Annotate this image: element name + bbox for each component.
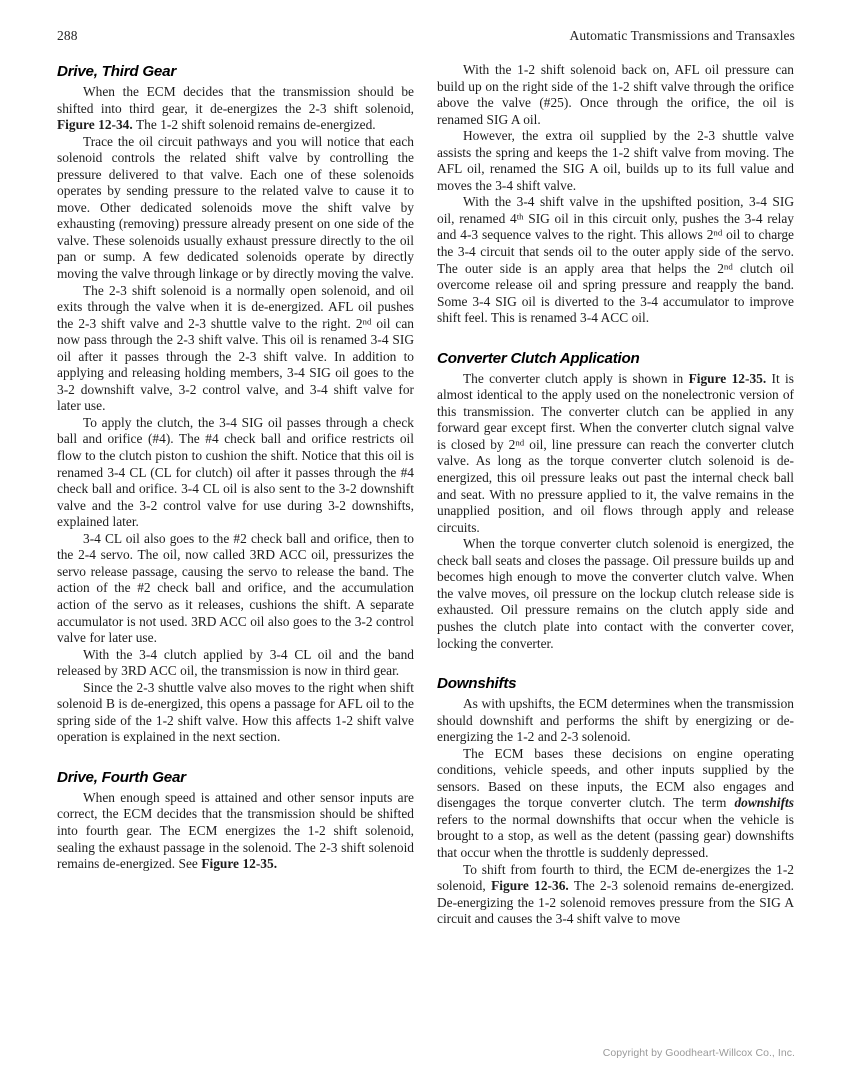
figure-reference: Figure 12-36. (491, 878, 569, 894)
figure-reference: Figure 12-35. (201, 856, 278, 872)
superscript-ordinal: nd (713, 227, 723, 238)
superscript-ordinal: nd (362, 315, 372, 326)
emphasized-term: downshifts (734, 795, 794, 811)
superscript-ordinal: nd (723, 260, 733, 271)
paragraph-solenoid-energized: When the torque converter clutch solenoid is energized, the check ball seats and closes the passage. Oil pressure builds up and becomes high enough to move the converter clutch valve. When the valve moves, oil pressure on the lockup clutch release side is exhausted. Oil pressure remains on the clutch apply side and pushes the clutch plate into contact with the converter cover, locking the converter. (437, 536, 794, 651)
text-run: SIG oil in this circuit only, pushes the 3-4 relay and 4-3 sequence valves to the right. This allows 2 (437, 210, 794, 243)
heading-drive-fourth-gear: Drive, Fourth Gear (57, 768, 186, 786)
text-run: oil, line pressure can reach the converter clutch valve. As long as the torque converter clutch solenoid is de-energized, this oil pressure leaks out past the internal check ball and seat. With no pressure applied to it, the valve remains in the unapplied position, and oil flows through apply and release circuits. (437, 436, 794, 535)
paragraph-afl-oil-pressure: With the 1-2 shift solenoid back on, AFL oil pressure can build up on the right side of the 1-2 shift valve through the orifice above the valve (#25). Once through the orifice, the oil is renamed SIG A oil. (437, 62, 794, 127)
text-run: The converter clutch apply is shown in (463, 370, 689, 386)
paragraph-third-gear-result: With the 3-4 clutch applied by 3-4 CL oil and the band released by 3RD ACC oil, the transmission is now in third gear. (57, 646, 414, 679)
heading-downshifts: Downshifts (437, 675, 517, 693)
paragraph-extra-oil-shuttle: However, the extra oil supplied by the 2-3 shuttle valve assists the spring and keeps the 1-2 shift valve from moving. The AFL oil, renamed the SIG A oil, builds up to its full value and moves the 3-4 shift valve. (437, 128, 794, 193)
text-run: The 2-3 solenoid remains de-energized. De-energizing the 1-2 solenoid removes pressure from the SIG A circuit and causes the 3-4 shift valve to move (437, 878, 794, 927)
paragraph-downshift-intro: As with upshifts, the ECM determines when the transmission should downshift and performs the shift by energizing or de-energizing the 1-2 and 2-3 solenoid. (437, 696, 794, 745)
heading-converter-clutch-application: Converter Clutch Application (437, 349, 640, 367)
paragraph-upshifted-position (437, 194, 794, 326)
paragraph-shuttle-valve: Since the 2-3 shuttle valve also moves to the right when shift solenoid B is de-energized, this opens a passage for AFL oil to the spring side of the 1-2 shift valve. How this affects 1-2 shift valve operation is explained in the next section. (57, 679, 414, 745)
copyright-notice: Copyright by Goodheart-Willcox Co., Inc. (602, 1047, 795, 1059)
heading-drive-third-gear: Drive, Third Gear (57, 63, 176, 80)
paragraph-fourth-to-third (437, 862, 794, 928)
text-run: oil to charge the 3-4 circuit that sends oil to the outer apply side of the servo. The outer side is an apply area that helps the 2 (437, 227, 794, 276)
paragraph-34-cl-oil: 3-4 CL oil also goes to the #2 check ball and orifice, then to the 2-4 servo. The oil, now called 3RD ACC oil, pressurizes the servo release passage, causing the servo to release the band. The action of the #2 check ball and orifice, and the accumulation action of the servo as it releases, cushions the shift. A separate accumulator is not used. 3RD ACC oil also goes to the 3-2 control valve for later use. (57, 530, 414, 646)
text-run: clutch oil overcome release oil and spring pressure and reapply the band. Some 3-4 SIG oil is diverted to the 3-4 accumulator to improve shift feel. This is renamed 3-4 ACC oil. (437, 260, 795, 326)
text-run: The 1-2 shift solenoid remains de-energized. (132, 117, 376, 133)
superscript-ordinal: th (516, 211, 524, 222)
paragraph-ecm-decisions (437, 746, 794, 862)
paragraph-apply-clutch: To apply the clutch, the 3-4 SIG oil passes through a check ball and orifice (#4). The #4 check ball and orifice restricts oil flow to the clutch piston to cushion the shift. Notice that this oil is renamed 3-4 CL (CL for clutch) oil after it passes through the #4 check ball and orifice. 3-4 CL oil is also sent to the 3-2 downshift valve and the 3-2 control valve for use during 3-2 downshifts, explained later. (57, 414, 414, 530)
page-number: 288 (57, 28, 78, 43)
text-run: It is almost identical to the apply used on the nonelectronic version of this transmission. The converter clutch can be applied in any forward gear except first. When the converter clutch signal valve is closed by 2 (437, 370, 794, 452)
paragraph-fourth-gear-intro (57, 790, 414, 873)
right-column (437, 62, 794, 1022)
figure-reference: Figure 12-34. (57, 117, 133, 133)
figure-reference: Figure 12-35. (688, 370, 767, 386)
text-run: refers to the normal downshifts that occur when the vehicle is brought to a stop, as well as the detent (passing gear) downshifts that occur when the throttle is suddenly depressed. (437, 811, 794, 860)
text-run: When enough speed is attained and other sensor inputs are correct, the ECM decides that the transmission should be shifted into fourth gear. The ECM energizes the 1-2 shift solenoid, sealing the exhaust passage in the solenoid. The 2-3 shift solenoid remains de-energized. See (57, 789, 414, 872)
paragraph-trace-oil-circuit: Trace the oil circuit pathways and you will notice that each solenoid controls the related shift valve by controlling the pressure delivered to that valve. Each one of these solenoids operates by sending pressure to the related valve to cause it to move. Other dedicated solenoids move the shift valve by exhausting (removing) pressure already present on one side of the valve. These solenoids usually exhaust pressure directly to the oil pan or sump. A few dedicated solenoids operate by directly moving the valve through linkage or by directly moving the valve. (57, 133, 414, 282)
text-run: With the 3-4 shift valve in the upshifted position, 3-4 SIG oil, renamed 4 (437, 194, 794, 226)
superscript-ordinal: nd (515, 437, 525, 448)
paragraph-23-shift-solenoid (57, 283, 414, 415)
text-run: The 2-3 shift solenoid is a normally open solenoid, and oil exits through the valve when it is de-energized. AFL oil pushes the 2-3 shift valve and 2-3 shuttle valve to the right. 2 (57, 282, 414, 331)
running-head (57, 28, 795, 48)
text-run: The ECM bases these decisions on engine operating conditions, vehicle speeds, and other inputs supplied by the sensors. Based on these inputs, the ECM also engages and disengages the torque converter clutch. The term (437, 745, 794, 811)
left-column (57, 62, 414, 1022)
text-run: To shift from fourth to third, the ECM de-energizes the 1-2 solenoid, (437, 861, 794, 894)
text-run: oil can now pass through the 2-3 shift valve. This oil is renamed 3-4 SIG oil after it passes through the 2-3 shift valve. In addition to applying and releasing holding members, 3-4 SIG oil goes to the 3-2 downshift valve, 3-2 control valve, and 3-4 shift valve for later use. (57, 315, 414, 414)
two-column-body (57, 62, 795, 1022)
paragraph-converter-clutch-apply (437, 371, 794, 536)
text-run: When the ECM decides that the transmission should be shifted into third gear, it de-energizes the 2-3 shift solenoid, (57, 84, 414, 116)
running-head-title: Automatic Transmissions and Transaxles (569, 28, 795, 43)
paragraph-third-gear-intro (57, 84, 414, 134)
